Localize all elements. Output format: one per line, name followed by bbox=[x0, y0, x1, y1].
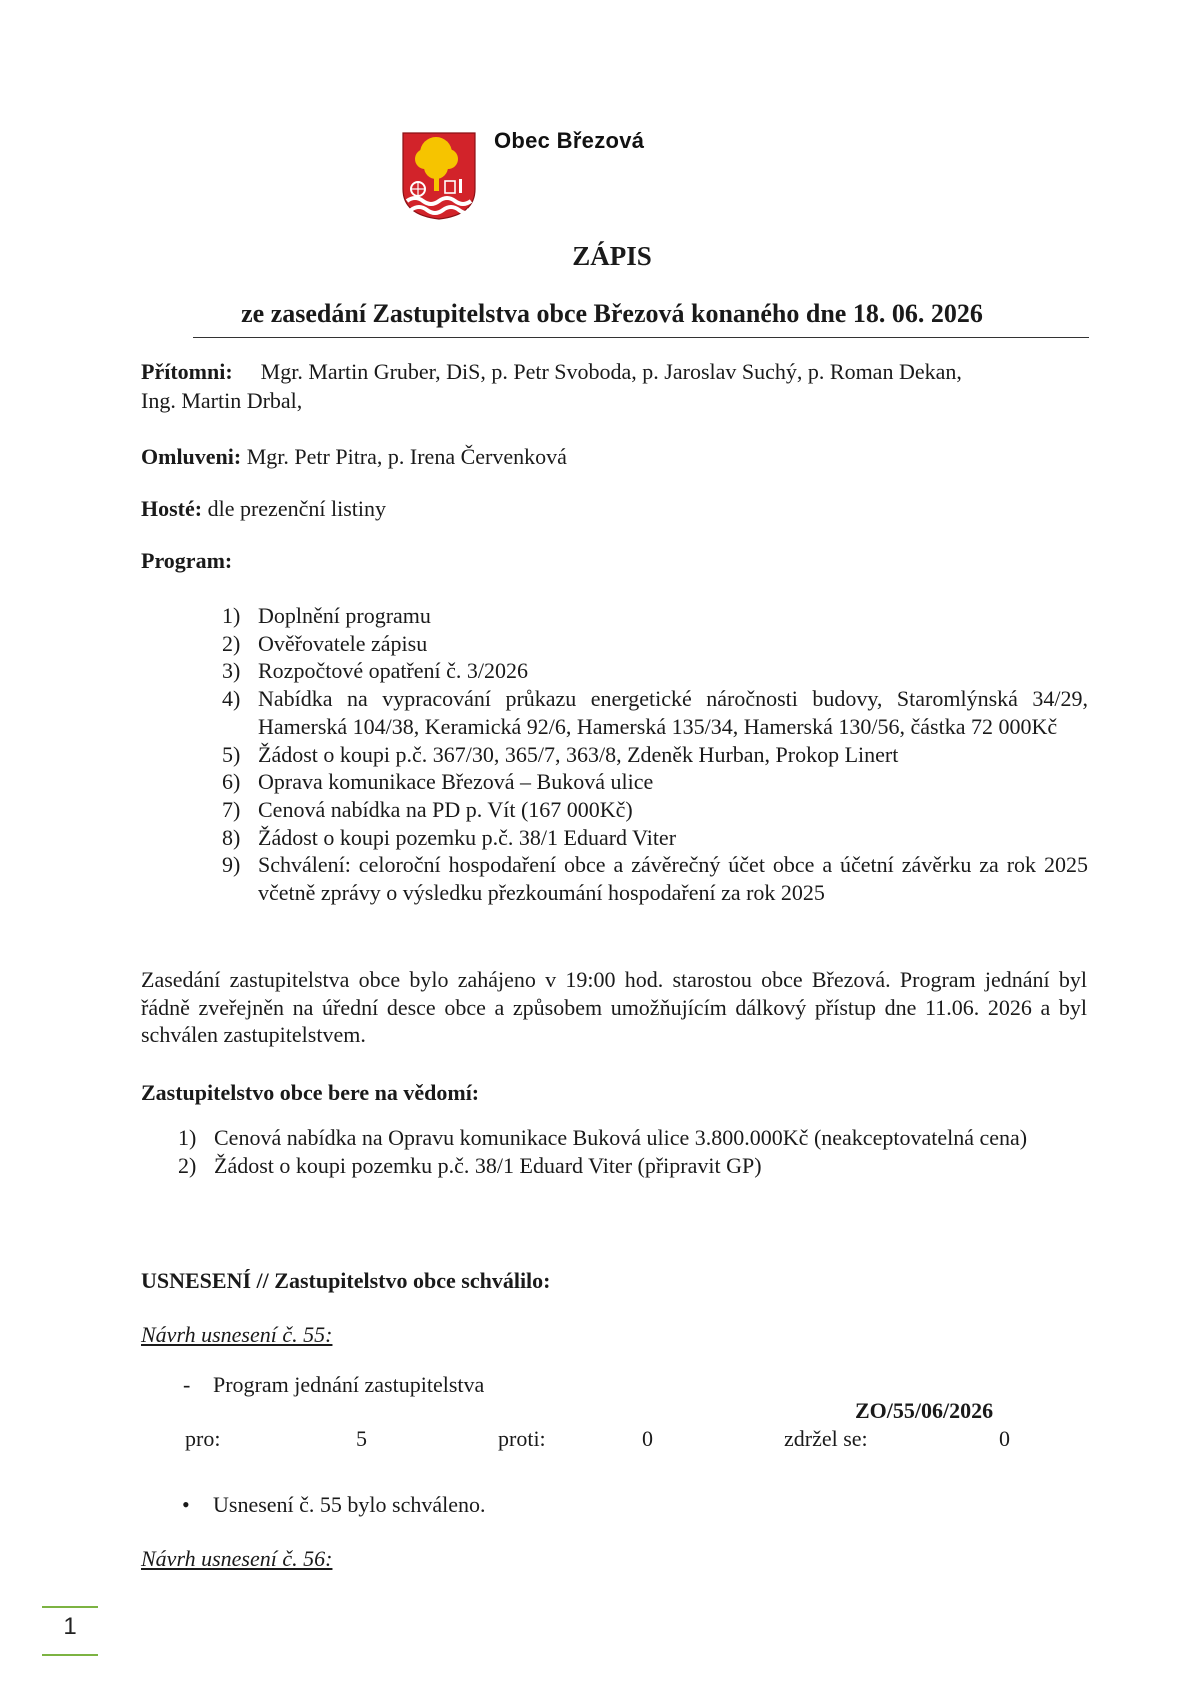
program-item: 9) Schválení: celoroční hospodaření obce a závěrečný účet obce a účetní závěrku za rok 2025 včetně zprávy o výsledku přezkoumání hospodaření za rok 2025 bbox=[222, 852, 1088, 906]
present-block bbox=[141, 357, 1087, 415]
municipal-crest-icon bbox=[401, 131, 477, 221]
program-item: 3) Rozpočtové opatření č. 3/2026 bbox=[222, 658, 529, 684]
bullet-icon: • bbox=[182, 1492, 190, 1517]
opening-paragraph: Zasedání zastupitelstva obce bylo zahájeno v 19:00 hod. starostou obce Březová. Program jednání byl řádně zveřejněn na úřední desce obce a způsobem umožňujícím dálkový přístup dne 11.06. 2026 a byl schválen zastupitelstvem. bbox=[141, 967, 1087, 1048]
resolution-55-code: ZO/55/06/2026 bbox=[855, 1398, 994, 1423]
program-item: 2) Ověřovatele zápisu bbox=[222, 630, 428, 656]
program-list bbox=[222, 602, 1088, 907]
vote-pro-label: pro: bbox=[185, 1426, 221, 1451]
vote-abstain-label: zdržel se: bbox=[784, 1426, 868, 1451]
program-item: 6) Oprava komunikace Březová – Buková ulice bbox=[222, 769, 654, 795]
guests-row bbox=[141, 494, 1087, 523]
program-item: 4) Nabídka na vypracování průkazu energetické náročnosti budovy, Staromlýnská 34/29, Hamerská 104/38, Keramická 92/6, Hamerská 135/34, Hamerská 130/56, částka 72 000Kč bbox=[222, 686, 1088, 739]
excused-names: Mgr. Petr Pitra, p. Irena Červenková bbox=[246, 444, 567, 469]
resolutions-heading: USNESENÍ // Zastupitelstvo obce schválilo: bbox=[141, 1268, 551, 1293]
vote-abstain-value: 0 bbox=[999, 1426, 1010, 1451]
proposal-55-heading: Návrh usnesení č. 55: bbox=[141, 1322, 333, 1347]
program-item: 8) Žádost o koupi pozemku p.č. 38/1 Eduard Viter bbox=[222, 824, 677, 850]
program-label: Program: bbox=[141, 548, 233, 573]
guests-text: dle prezenční listiny bbox=[207, 496, 386, 521]
resolution-55-dash: - bbox=[183, 1372, 191, 1397]
vote-against-label: proti: bbox=[498, 1426, 546, 1451]
program-item: 5) Žádost o koupi p.č. 367/30, 365/7, 363/8, Zdeněk Hurban, Prokop Linert bbox=[222, 741, 899, 767]
org-name: Obec Březová bbox=[494, 128, 645, 153]
guests-label: Hosté: bbox=[141, 496, 203, 521]
title-divider bbox=[193, 337, 1089, 338]
footer-accent-line-bottom bbox=[42, 1654, 98, 1656]
program-item: 1) Doplnění programu bbox=[222, 603, 431, 628]
notes-label: Zastupitelstvo obce bere na vědomí: bbox=[141, 1080, 480, 1105]
footer-accent-line-top bbox=[42, 1606, 98, 1608]
vote-pro-value: 5 bbox=[356, 1426, 367, 1451]
notes-item: 1) Cenová nabídka na Opravu komunikace Buková ulice 3.800.000Kč (neakceptovatelná cena) bbox=[178, 1125, 1028, 1150]
proposal-56-heading: Návrh usnesení č. 56: bbox=[141, 1546, 333, 1571]
vote-against-value: 0 bbox=[642, 1426, 653, 1451]
resolution-55-item: Program jednání zastupitelstva bbox=[213, 1372, 485, 1397]
present-names-line1: Mgr. Martin Gruber, DiS, p. Petr Svoboda, p. Jaroslav Suchý, p. Roman Dekan, bbox=[260, 359, 962, 384]
document-title: ZÁPIS bbox=[572, 241, 652, 271]
excused-label: Omluveni: bbox=[141, 444, 242, 469]
program-item: 7) Cenová nabídka na PD p. Vít (167 000Kč) bbox=[222, 796, 633, 822]
resolution-55-result: Usnesení č. 55 bylo schváleno. bbox=[213, 1492, 486, 1517]
notes-list bbox=[178, 1124, 1088, 1179]
present-names-line2: Ing. Martin Drbal, bbox=[141, 388, 303, 413]
present-row bbox=[141, 357, 1087, 386]
page-number: 1 bbox=[63, 1613, 77, 1640]
excused-row bbox=[141, 442, 1087, 471]
present-label: Přítomni: bbox=[141, 359, 233, 384]
document-subtitle: ze zasedání Zastupitelstva obce Březová konaného dne 18. 06. 2026 bbox=[241, 299, 983, 328]
notes-item: 2) Žádost o koupi pozemku p.č. 38/1 Eduard Viter (připravit GP) bbox=[178, 1152, 762, 1178]
